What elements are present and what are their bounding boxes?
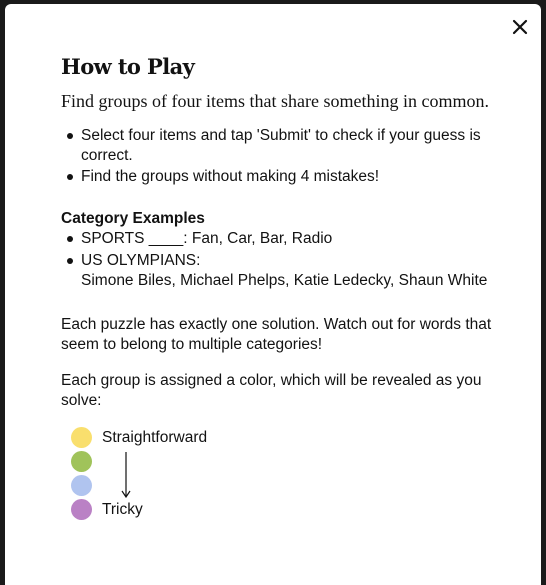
examples-list xyxy=(61,229,501,291)
blue-dot xyxy=(71,475,92,496)
close-icon[interactable] xyxy=(512,19,528,35)
rule-item: Select four items and tap 'Submit' to check if your guess is correct. xyxy=(61,126,501,166)
example-line: Simone Biles, Michael Phelps, Katie Ledecky, Shaun White xyxy=(81,272,488,289)
modal-content xyxy=(61,54,501,527)
example-line: SPORTS ____: Fan, Car, Bar, Radio xyxy=(81,230,333,247)
rule-item: Find the groups without making 4 mistakes! xyxy=(61,167,501,187)
rules-list xyxy=(61,126,501,187)
color-paragraph: Each group is assigned a color, which will be revealed as you solve: xyxy=(61,372,482,409)
how-to-play-modal xyxy=(5,4,541,585)
example-item xyxy=(61,251,501,291)
green-dot xyxy=(71,451,92,472)
close-button[interactable] xyxy=(507,14,533,40)
difficulty-legend xyxy=(71,427,501,527)
legend-bottom-label: Tricky xyxy=(102,501,143,518)
solution-paragraph: Each puzzle has exactly one solution. Watch out for words that seem to belong to multiple categories! xyxy=(61,316,492,353)
modal-title: How to Play xyxy=(61,54,195,79)
legend-top-label: Straightforward xyxy=(102,429,208,446)
example-line: US OLYMPIANS: xyxy=(81,252,201,269)
arrow-down-icon xyxy=(121,452,131,498)
modal-subtitle: Find groups of four items that share something in common. xyxy=(61,91,489,111)
category-examples-heading: Category Examples xyxy=(61,210,205,227)
yellow-dot xyxy=(71,427,92,448)
purple-dot xyxy=(71,499,92,520)
example-item xyxy=(61,229,501,249)
